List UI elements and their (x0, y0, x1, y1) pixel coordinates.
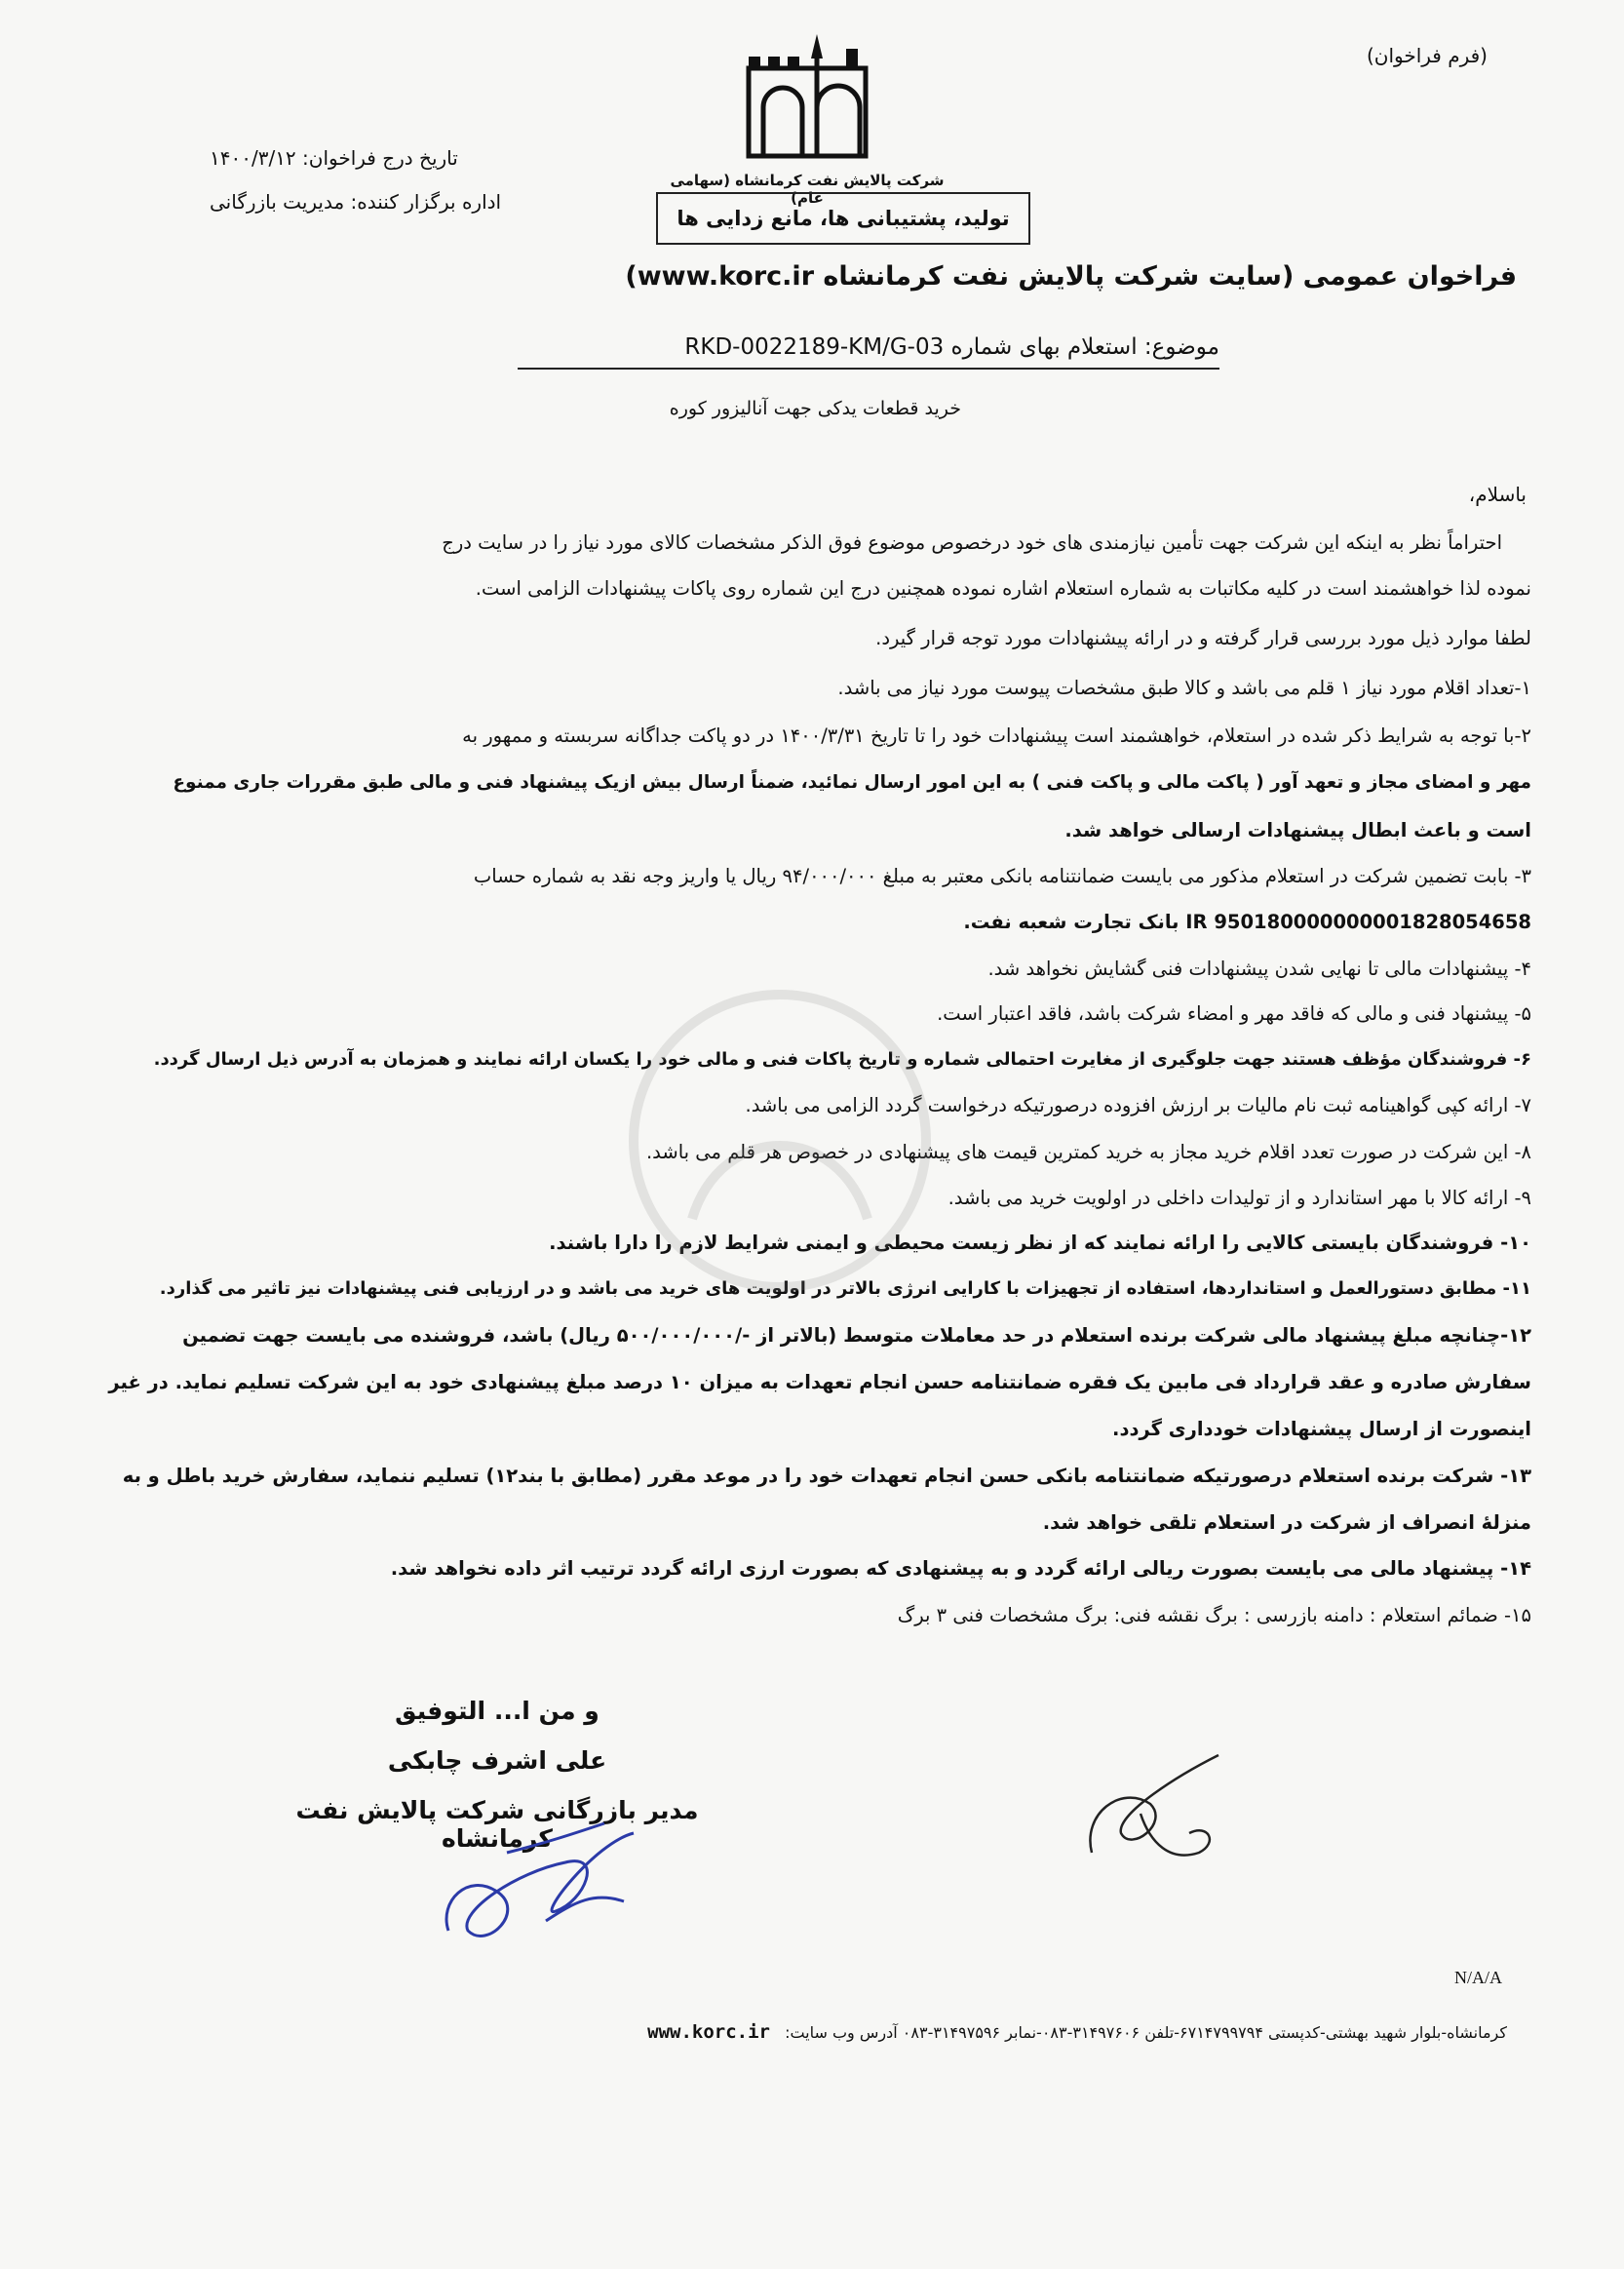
item-12-cont: سفارش صادره و عقد قرارداد فی مابین یک فقره ضمانتنامه حسن انجام تعهدات به میزان ۱۰ درصد مبلغ پیشنهادی خود به این شرکت تسلیم نماید. در غیر (108, 1371, 1531, 1393)
item-2-cont: مهر و امضای مجاز و تعهد آور ( پاکت مالی و پاکت فنی ) به این امور ارسال نمائید، ضمناً ارسال بیش ازیک پیشنهاد فنی و مالی طبق مقررات جاری ممنوع (173, 772, 1531, 793)
item-4: ۴- پیشنهادات مالی تا نهایی شدن پیشنهادات فنی گشایش نخواهد شد. (987, 958, 1531, 980)
item-5: ۵- پیشنهاد فنی و مالی که فاقد مهر و امضاء شرکت باشد، فاقد اعتبار است. (937, 1002, 1531, 1025)
item-8: ۸- این شرکت در صورت تعدد اقلام خرید مجاز به خرید کمترین قیمت های پیشنهادی در خصوص هر قلم می باشد. (645, 1141, 1531, 1163)
footer-address: کرمانشاه-بلوار شهید بهشتی-کدپستی ۶۷۱۴۷۹۹۷۹۴-تلفن ۳۱۴۹۷۶۰۶-۰۸۳-نمابر ۳۱۴۹۷۵۹۶-۰۸۳ آدرس وب سایت: (785, 2023, 1507, 2042)
intro-line: احتراماً نظر به اینکه این شرکت جهت تأمین نیازمندی های خود درخصوص موضوع فوق الذکر مشخصات کالای مورد نیاز را در سایت درج (442, 531, 1502, 554)
item-15: ۱۵- ضمائم استعلام : دامنه بازرسی : برگ نقشه فنی: برگ مشخصات فنی ۳ برگ (897, 1604, 1531, 1626)
item-3-account: IR 950180000000001828054658 بانک تجارت شعبه نفت. (963, 911, 1531, 933)
item-2-cont: است و باعث ابطال پیشنهادات ارسالی خواهد شد. (1064, 819, 1531, 841)
signer-position: مدیر بازرگانی شرکت پالایش نفت کرمانشاه (295, 1796, 699, 1853)
footer-website: www.korc.ir (647, 2021, 770, 2043)
salutation: باسلام، (1468, 483, 1527, 506)
intro-line: نموده لذا خواهشمند است در کلیه مکاتبات به شماره استعلام اشاره نموده همچنین درج این شماره روی پاکات پیشنهادات الزامی است. (475, 577, 1531, 600)
form-label: (فرم فراخوان) (1366, 44, 1488, 67)
reference-code: N/A/A (1454, 1968, 1502, 1987)
item-12-cont: اینصورت از ارسال پیشنهادات خودداری گردد. (1112, 1418, 1531, 1440)
announcement-date: تاریخ درج فراخوان: ۱۴۰۰/۳/۱۲ (210, 146, 458, 170)
watermark-icon (575, 975, 985, 1326)
announcement-title: فراخوان عمومی (سایت شرکت پالایش نفت کرمانشاه www.korc.ir) (625, 261, 1517, 292)
subject-label: موضوع: استعلام بهای شماره RKD-0022189-KM/G-03 (518, 334, 1219, 370)
item-3: ۳- بابت تضمین شرکت در استعلام مذکور می بایست ضمانتنامه بانکی معتبر به مبلغ ۹۴/۰۰۰/۰۰۰ ریال یا واریز وجه نقد به شماره حساب (473, 865, 1531, 887)
company-name: شرکت پالایش نفت کرمانشاه (سهامی عام) (670, 172, 945, 207)
signer-name: علی اشرف چابکی (387, 1746, 607, 1775)
slogan-box: تولید، پشتیبانی ها، مانع زدایی ها (656, 192, 1030, 245)
footer (73, 2021, 1507, 2043)
signature-scribble-icon (429, 1814, 682, 1970)
item-2: ۲-با توجه به شرایط ذکر شده در استعلام، خواهشمند است پیشنهادات خود را تا تاریخ ۱۴۰۰/۳/۳۱ در دو پاکت جداگانه سربسته و ممهور به (462, 724, 1531, 747)
item-14: ۱۴- پیشنهاد مالی می بایست بصورت ریالی ارائه گردد و به پیشنهادی که بصورت ارزی ارائه گردد ترتیب اثر داده نخواهد شد. (390, 1557, 1531, 1580)
item-10: ۱۰- فروشندگان بایستی کالایی را ارائه نمایند که از نظر زیست محیطی و ایمنی شرایط لازم را دارا باشند. (549, 1232, 1531, 1254)
item-12: ۱۲-چنانچه مبلغ پیشنهاد مالی شرکت برنده استعلام در حد معاملات متوسط (بالاتر از -/۵۰۰/۰۰۰/۰۰۰ ریال) باشد، فروشنده می بایست جهت تضمین (182, 1324, 1531, 1347)
item-6: ۶- فروشندگان مؤظف هستند جهت جلوگیری از مغایرت احتمالی شماره و تاریخ پاکات فنی و مالی خود را یکسان ارائه نمایند و همزمان به آدرس ذیل ارسال گردد. (153, 1049, 1531, 1070)
second-signature-icon (1063, 1745, 1257, 1892)
item-1: ۱-تعداد اقلام مورد نیاز ۱ قلم می باشد و کالا طبق مشخصات پیوست مورد نیاز می باشد. (837, 677, 1531, 699)
organizer: اداره برگزار کننده: مدیریت بازرگانی (210, 190, 502, 214)
closing: و من ا... التوفیق (395, 1697, 599, 1725)
item-13-cont: منزلهٔ انصراف از شرکت در استعلام تلقی خواهد شد. (1042, 1511, 1531, 1534)
item-7: ۷- ارائه کپی گواهینامه ثبت نام مالیات بر ارزش افزوده درصورتیکه درخواست گردد الزامی می باشد. (745, 1094, 1531, 1116)
intro-line: لطفا موارد ذیل مورد بررسی قرار گرفته و در ارائه پیشنهادات مورد توجه قرار گیرد. (875, 627, 1531, 649)
item-13: ۱۳- شرکت برنده استعلام درصورتیکه ضمانتنامه بانکی حسن انجام تعهدات خود را در موعد مقرر (مطابق با بند۱۲) تسلیم ننماید، سفارش خرید باطل و به (122, 1465, 1531, 1487)
refinery-logo-icon (710, 29, 905, 166)
subject-description: خرید قطعات یدکی جهت آنالیزور کوره (669, 398, 961, 419)
item-11: ۱۱- مطابق دستورالعمل و استانداردها، استفاده از تجهیزات با کارایی انرژی بالاتر در اولویت های خرید می باشد و در ارزیابی فنی پیشنهادات نیز تاثیر می گذارد. (159, 1278, 1531, 1299)
item-9: ۹- ارائه کالا با مهر استاندارد و از تولیدات داخلی در اولویت خرید می باشد. (947, 1187, 1531, 1209)
